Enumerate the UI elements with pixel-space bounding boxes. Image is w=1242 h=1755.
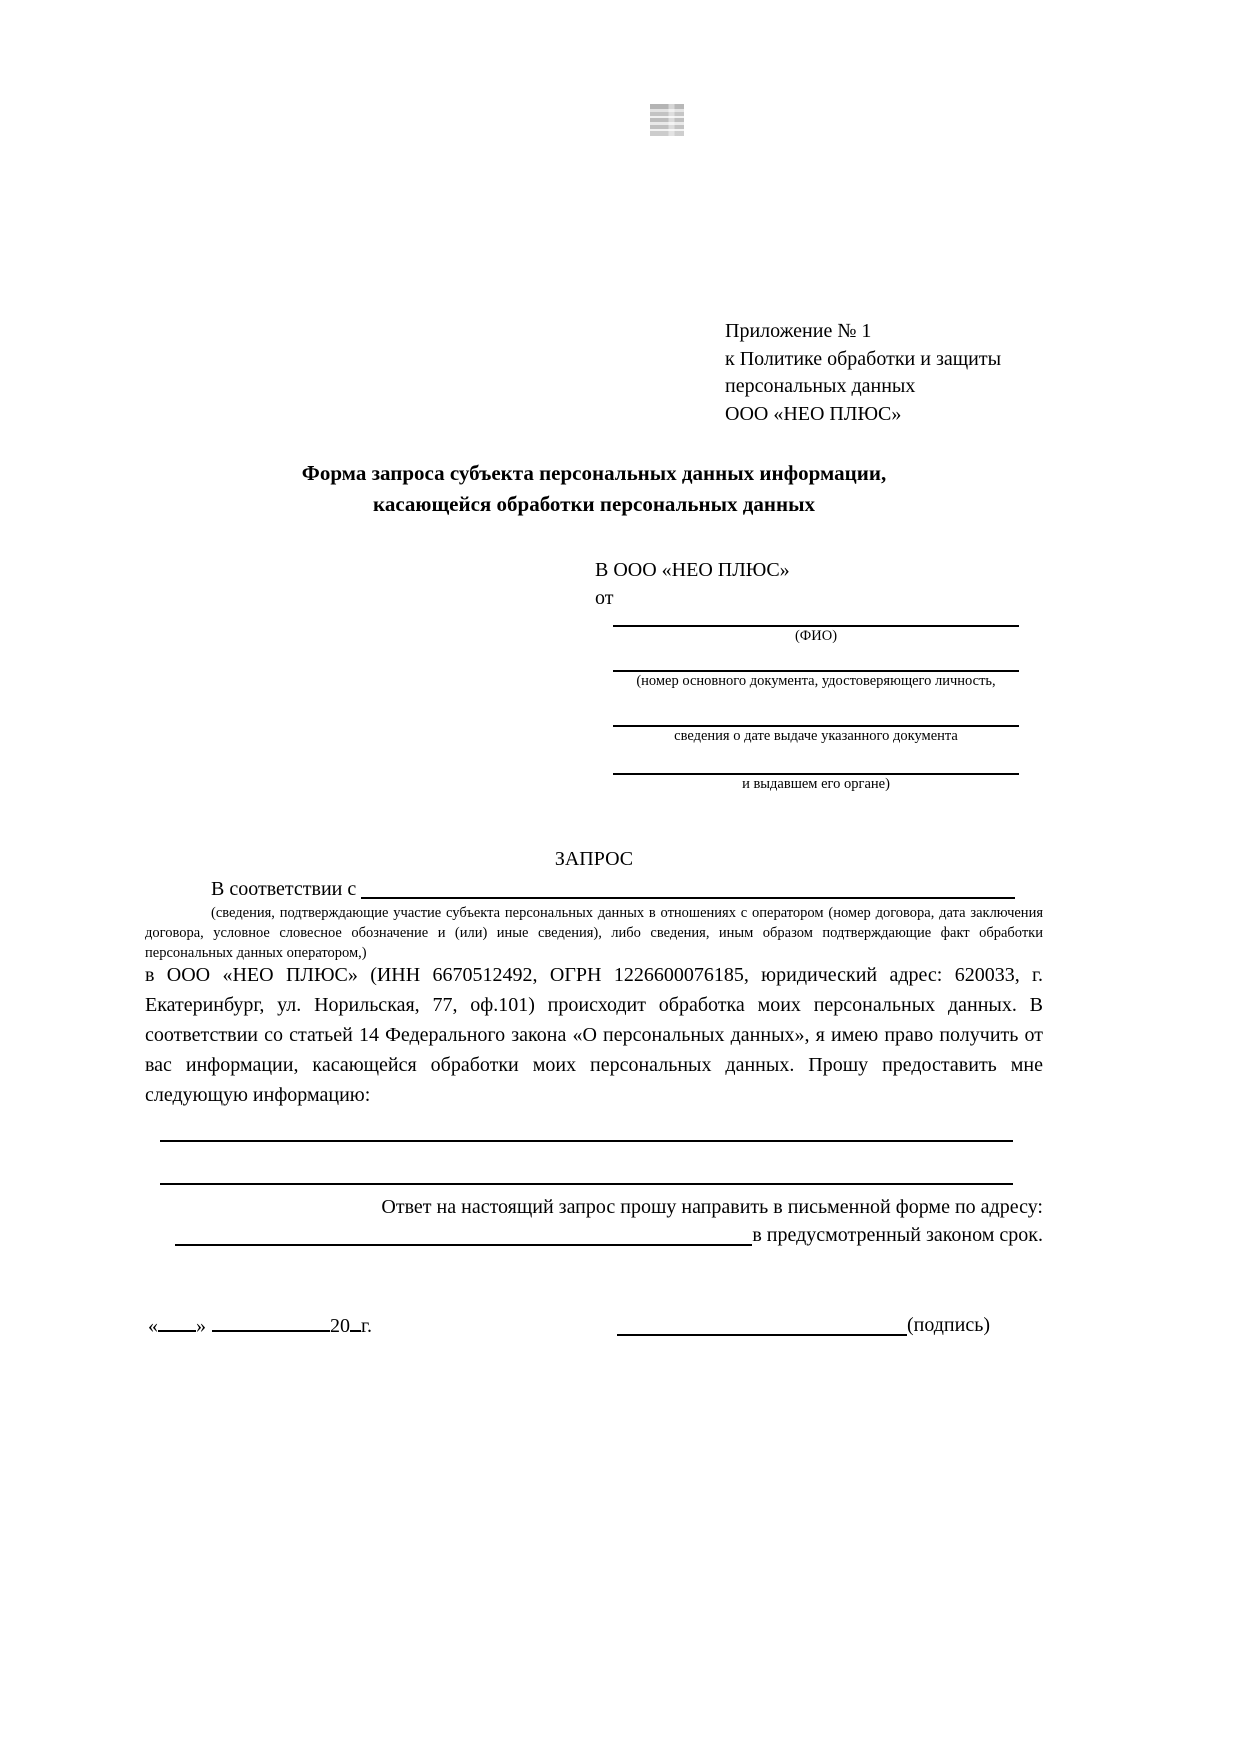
addressee-organization: В ООО «НЕО ПЛЮС» bbox=[595, 559, 790, 581]
intro-line bbox=[145, 876, 1043, 902]
field-caption: сведения о дате выдаче указанного документа bbox=[674, 728, 958, 744]
blurred-logo-image bbox=[650, 104, 684, 136]
intro-blank-line bbox=[361, 876, 1015, 899]
reply-address-line bbox=[145, 1222, 1043, 1248]
date-field bbox=[148, 1312, 372, 1339]
request-heading: ЗАПРОС bbox=[554, 848, 634, 870]
appendix-header-line: Приложение № 1 bbox=[725, 320, 872, 342]
fio-field bbox=[595, 625, 1023, 646]
date-year-blank bbox=[350, 1312, 361, 1332]
date-quote-open: « bbox=[148, 1315, 158, 1337]
appendix-header-line: персональных данных bbox=[725, 375, 916, 397]
date-quote-close: » bbox=[196, 1315, 206, 1337]
date-year-prefix: 20 bbox=[330, 1315, 350, 1337]
date-month-blank bbox=[212, 1312, 330, 1332]
form-title-line: Форма запроса субъекта персональных данных информации, bbox=[301, 461, 887, 485]
document-number-field bbox=[595, 670, 1023, 691]
field-caption: (номер основного документа, удостоверяющего личность, bbox=[636, 673, 996, 689]
signature-blank-line bbox=[617, 1312, 907, 1336]
intro-label: В соответствии с bbox=[211, 878, 362, 900]
address-blank-line bbox=[175, 1222, 752, 1246]
addressee-block bbox=[595, 556, 1023, 794]
appendix-header bbox=[725, 318, 1001, 428]
reply-deadline-text: в предусмотренный законом срок. bbox=[752, 1224, 1043, 1246]
signature-field bbox=[617, 1312, 990, 1338]
signature-caption: (подпись) bbox=[906, 1314, 990, 1336]
date-year-suffix: г. bbox=[361, 1315, 372, 1337]
appendix-header-line: к Политике обработки и защиты bbox=[725, 347, 1002, 370]
info-blank-line-2 bbox=[160, 1183, 1013, 1185]
appendix-header-line: ООО «НЕО ПЛЮС» bbox=[725, 402, 902, 425]
form-title bbox=[145, 458, 1043, 520]
addressee-from-label: от bbox=[595, 587, 614, 609]
reply-instruction: Ответ на настоящий запрос прошу направить в письменной форме по адресу: bbox=[381, 1196, 1043, 1218]
document-issue-date-field bbox=[595, 725, 1023, 746]
form-title-line: касающейся обработки персональных данных bbox=[373, 492, 815, 516]
date-day-blank bbox=[158, 1312, 196, 1332]
field-caption: и выдавшем его органе) bbox=[742, 776, 890, 792]
info-blank-line-1 bbox=[160, 1140, 1013, 1142]
request-body-paragraph: в ООО «НЕО ПЛЮС» (ИНН 6670512492, ОГРН 1226600076185, юридический адрес: 620033, г. Екатеринбург, ул. Норильская, 77, оф.101) происходит обработка моих персональных данных. В соответствии со статьей 14 Федерального закона «О персональных данных», я имею право получить от вас информации, касающейся обработки моих персональных данных. Прошу предоставить мне следующую информацию: bbox=[145, 964, 1043, 1106]
footnote-text: (сведения, подтверждающие участие субъекта персональных данных в отношениях с оператором (номер договора, дата заключения договора, условное словесное обозначение и (или) иные сведения), либо сведения, иным образом подтверждающие факт обработки персональных данных оператором,) bbox=[145, 905, 1043, 961]
document-issuer-field bbox=[595, 773, 1023, 794]
field-caption: (ФИО) bbox=[794, 628, 838, 644]
